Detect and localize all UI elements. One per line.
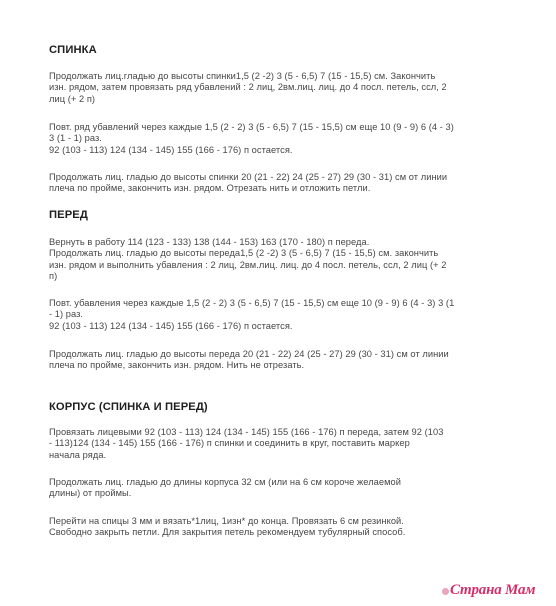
- text-line: Свободно закрыть петли. Для закрытия петель рекомендуем тубулярный способ.: [49, 527, 406, 538]
- text-line: Провязать лицевыми 92 (103 - 113) 124 (134 - 145) 155 (166 - 176) п переда, затем 92 (103: [49, 427, 444, 437]
- text-line: Перейти на спицы 3 мм и вязать*1лиц, 1изн* до конца. Провязать 6 см резинкой.: [49, 516, 404, 526]
- text-line: п): [49, 270, 58, 281]
- text-line: Продолжать лиц. гладью до высоты переда 20 (21 - 22) 24 (25 - 27) 29 (30 - 31) см от линии: [49, 349, 449, 359]
- paragraph-body-1: [49, 427, 525, 461]
- text-line: Повт. убавления через каждые 1,5 (2 - 2) 3 (5 - 6,5) 7 (15 - 15,5) см еще 10 (9 - 9) 6 (4 - 3) 3 (1: [49, 298, 455, 308]
- paragraph-back-1: [49, 71, 525, 105]
- paragraph-front-2: [49, 298, 525, 332]
- text-line: - 1) раз.: [49, 309, 84, 320]
- watermark-text: Страна Мам: [450, 582, 536, 598]
- text-line: 3 (1 - 1) раз.: [49, 133, 102, 144]
- text-line: - 113)124 (134 - 145) 155 (166 - 176) п спинки и соединить в круг, поставить маркер: [49, 438, 410, 449]
- text-line: 92 (103 - 113) 124 (134 - 145) 155 (166 - 176) п остается.: [49, 144, 293, 155]
- paragraph-body-2: [49, 477, 525, 500]
- text-line: 92 (103 - 113) 124 (134 - 145) 155 (166 - 176) п остается.: [49, 320, 293, 331]
- paragraph-front-3: [49, 349, 525, 372]
- section-heading-body: КОРПУС (СПИНКА И ПЕРЕД): [49, 401, 208, 413]
- watermark-dot-icon: [442, 588, 449, 595]
- site-watermark: [442, 582, 552, 602]
- paragraph-front-1: [49, 237, 525, 282]
- text-line: Продолжать лиц.гладью до высоты спинки1,5 (2 -2) 3 (5 - 6,5) 7 (15 - 15,5) см. Закончить: [49, 71, 436, 81]
- paragraph-body-3: [49, 516, 525, 539]
- text-line: Вернуть в работу 114 (123 - 133) 138 (144 - 153) 163 (170 - 180) п переда.: [49, 237, 370, 247]
- section-heading-back: СПИНКА: [49, 44, 97, 56]
- text-line: изн. рядом, затем провязать ряд убавлений : 2 лиц, 2вм.лиц. лиц. до 4 посл. петель, ссл, 2: [49, 82, 447, 93]
- text-line: длины) от проймы.: [49, 488, 132, 499]
- text-line: Продолжать лиц. гладью до длины корпуса 32 см (или на 6 см короче желаемой: [49, 477, 402, 487]
- text-line: лиц (+ 2 п): [49, 93, 96, 104]
- text-line: плеча по пройме, закончить изн. рядом. Нить не отрезать.: [49, 360, 305, 371]
- text-line: Продолжать лиц. гладью до высоты спинки 20 (21 - 22) 24 (25 - 27) 29 (30 - 31) см от линии: [49, 172, 448, 182]
- text-line: начала ряда.: [49, 449, 107, 460]
- section-heading-front: ПЕРЕД: [49, 209, 88, 221]
- text-line: изн. рядом и выполнить убавления : 2 лиц, 2вм.лиц. лиц. до 4 посл. петель, ссл, 2 лиц (+ 2: [49, 259, 447, 270]
- text-line: плеча по пройме, закончить изн. рядом. Отрезать нить и отложить петли.: [49, 183, 371, 194]
- paragraph-back-2: [49, 122, 525, 156]
- text-line: Повт. ряд убавлений через каждые 1,5 (2 - 2) 3 (5 - 6,5) 7 (15 - 15,5) см еще 10 (9 - 9) 6 (4 - 3): [49, 122, 454, 132]
- paragraph-back-3: [49, 172, 525, 195]
- text-line: Продолжать лиц. гладью до высоты переда1,5 (2 -2) 3 (5 - 6,5) 7 (15 - 15,5) см. закончить: [49, 248, 439, 259]
